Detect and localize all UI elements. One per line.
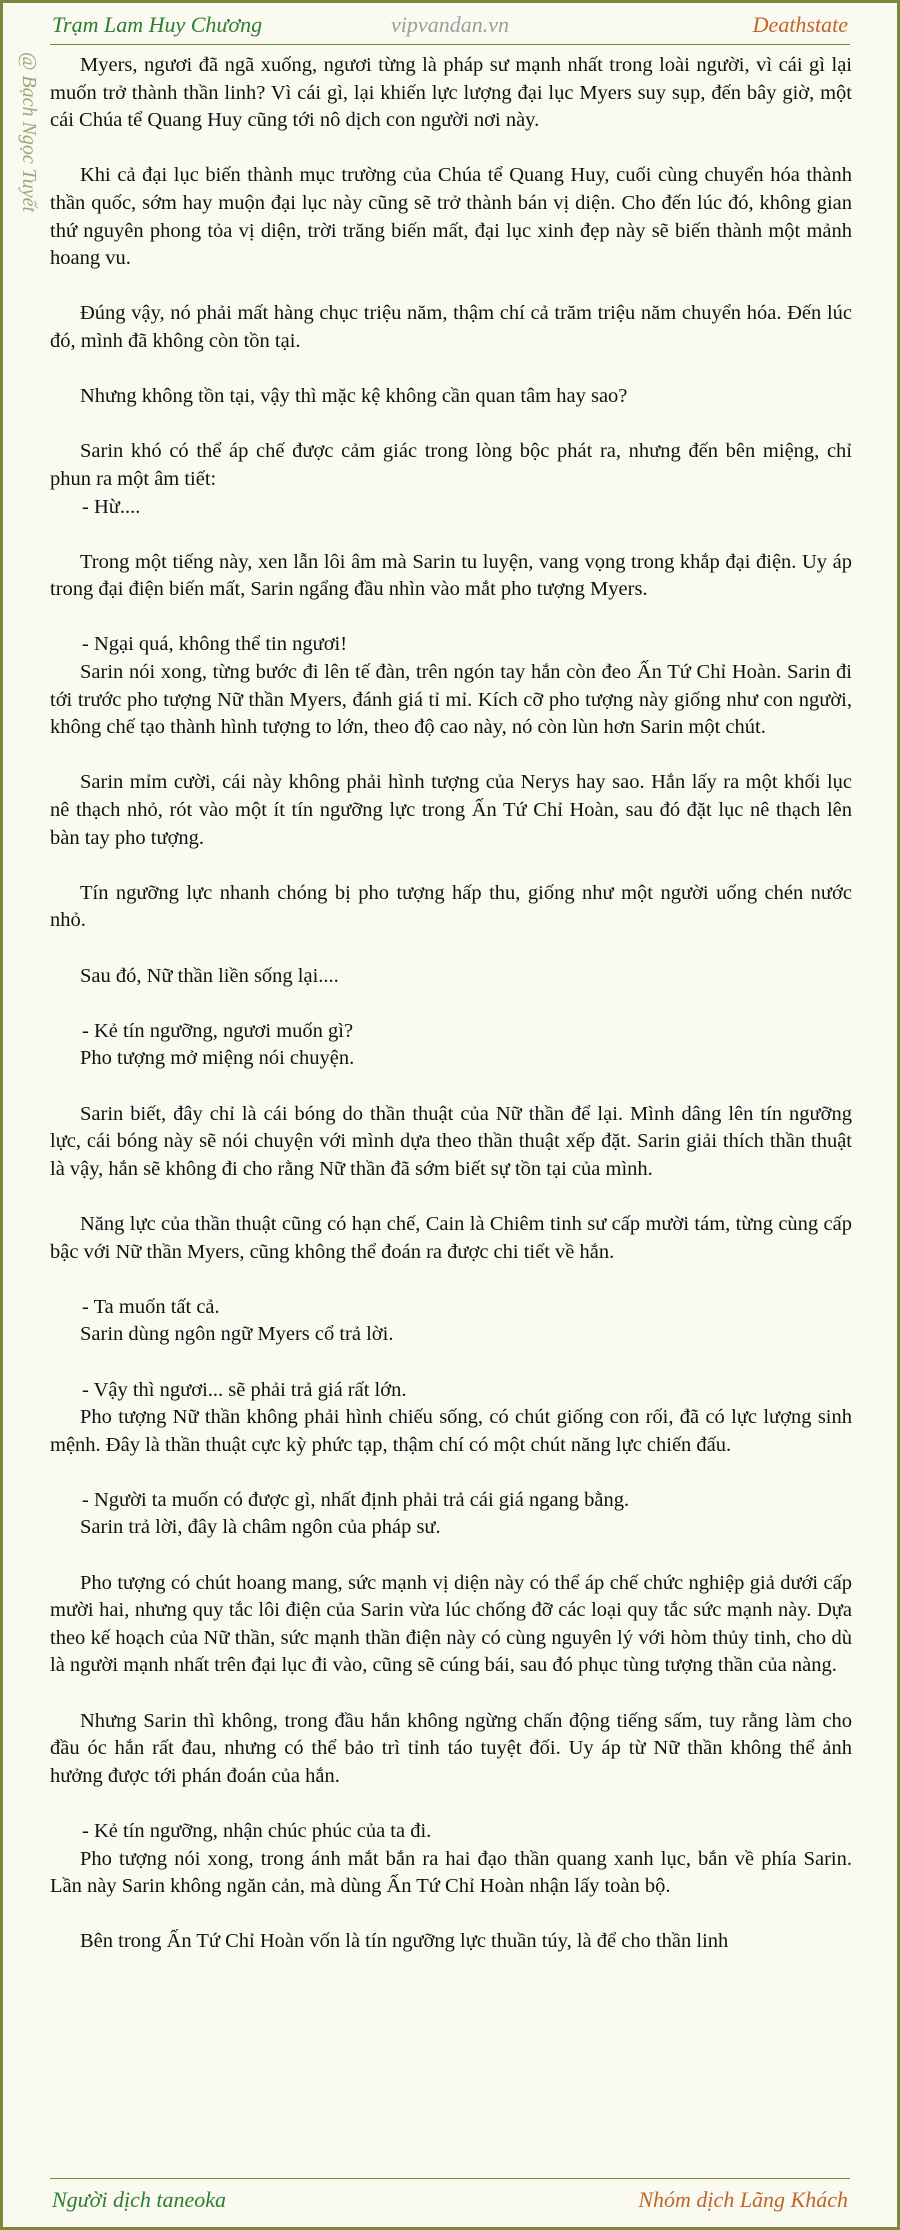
paragraph: Năng lực của thần thuật cũng có hạn chế, Cain là Chiêm tinh sư cấp mười tám, từng cùng cấp bậc với Nữ thần Myers, cũng không thể đoán ra được chi tiết về hắn. [50,1212,852,1263]
paragraph-gap [50,1183,852,1211]
dialogue-line: - Hừ.... [82,495,141,518]
paragraph-gap [50,1459,852,1487]
paragraph-gap [50,1542,852,1570]
paragraph: Sarin biết, đây chỉ là cái bóng do thần thuật của Nữ thần để lại. Mình dâng lên tín ngưỡng lực, cái bóng này sẽ nói chuyện với mình dựa theo thần thuật xếp đặt. Sarin giải thích thần thuật là vậy, hắn sẽ không đi cho rằng Nữ thần đã sớm biết sự tồn tại của mình. [50,1102,852,1180]
footer-translator: Người dịch taneoka [52,2187,227,2212]
paragraph-gap [50,1680,852,1708]
side-credit-label: @ Bạch Ngọc Tuyết [18,52,40,213]
paragraph: Tín ngưỡng lực nhanh chóng bị pho tượng hấp thu, giống như một người uống chén nước nhỏ. [50,881,852,932]
paragraph: Pho tượng nói xong, trong ánh mắt bắn ra hai đạo thần quang xanh lục, bắn về phía Sarin. Lần này Sarin không ngăn cản, mà dùng Ấn Tứ Chỉ Hoàn nhận lấy toàn bộ. [50,1847,852,1898]
paragraph: Sarin trả lời, đây là châm ngôn của pháp sư. [80,1516,441,1539]
paragraph: Khi cả đại lục biến thành mục trường của Chúa tể Quang Huy, cuối cùng chuyển hóa thành thần quốc, sớm hay muộn đại lục này cũng sẽ trở thành bán vị diện. Cho đến lúc đó, không gian thứ nguyên phong tỏa vị diện, trời trăng biến mất, đại lục xinh đẹp này sẽ biến thành một mảnh hoang vu. [50,164,852,270]
paragraph-gap [50,356,852,384]
paragraph-gap [50,935,852,963]
paragraph: Sarin nói xong, từng bước đi lên tế đàn, trên ngón tay hắn còn đeo Ấn Tứ Chỉ Hoàn. Sarin đi tới trước pho tượng Nữ thần Myers, đánh giá tỉ mỉ. Kích cỡ pho tượng này giống như con người, không chế tạo thành hình tượng to lớn, theo độ cao này, nó còn lùn hơn Sarin một chút. [50,661,852,739]
paragraph: Sarin mỉm cười, cái này không phải hình tượng của Nerys hay sao. Hắn lấy ra một khối lục nê thạch nhỏ, rót vào một ít tín ngưỡng lực trong Ấn Tứ Chỉ Hoàn, sau đó đặt lục nê thạch lên bàn tay pho tượng. [50,771,852,849]
paragraph-gap [50,1266,852,1294]
dialogue-line: - Ta muốn tất cả. [82,1295,220,1318]
paragraph-gap [50,135,852,163]
paragraph-gap [50,1901,852,1929]
paragraph: Nhưng Sarin thì không, trong đầu hắn không ngừng chấn động tiếng sấm, tuy rằng làm cho đầu óc hắn rất đau, nhưng có thể bảo trì tỉnh táo tuyệt đối. Uy áp từ Nữ thần không thể ảnh hưởng được tới phán đoán của hắn. [50,1709,852,1787]
paragraph: Nhưng không tồn tại, vậy thì mặc kệ không cần quan tâm hay sao? [80,385,628,408]
paragraph: Myers, ngươi đã ngã xuống, ngươi từng là pháp sư mạnh nhất trong loài người, vì cái gì lại muốn trở thành thần linh? Vì cái gì, lại khiến lực lượng đại lục Myers suy sụp, đến bây giờ, một cái Chúa tể Quang Huy cũng tới nô dịch con người nơi này. [50,54,852,132]
dialogue-line: - Người ta muốn có được gì, nhất định phải trả cái giá ngang bằng. [82,1488,630,1511]
paragraph: Bên trong Ấn Tứ Chỉ Hoàn vốn là tín ngưỡng lực thuần túy, là để cho thần linh [80,1930,729,1953]
paragraph: Sau đó, Nữ thần liền sống lại.... [80,964,339,987]
paragraph-gap [50,742,852,770]
paragraph-gap [50,1790,852,1818]
dialogue-line: - Vậy thì ngươi... sẽ phải trả giá rất lớn. [82,1378,407,1401]
paragraph-gap [50,411,852,439]
header-book-title: Trạm Lam Huy Chương [52,12,263,37]
paragraph: Pho tượng mở miệng nói chuyện. [80,1047,355,1070]
paragraph-gap [50,273,852,301]
paragraph: Sarin khó có thể áp chế được cảm giác trong lòng bộc phát ra, nhưng đến bên miệng, chỉ phun ra một âm tiết: [50,440,852,490]
header-author: Deathstate [752,12,848,37]
paragraph-gap [50,1349,852,1377]
dialogue-line: - Kẻ tín ngưỡng, ngươi muốn gì? [82,1019,354,1042]
paragraph-gap [50,852,852,880]
paragraph: Pho tượng Nữ thần không phải hình chiếu sống, có chút giống con rối, đã có lực lượng sinh mệnh. Đây là thần thuật cực kỳ phức tạp, thậm chí có một chút năng lực chiến đấu. [50,1406,852,1456]
paragraph-gap [50,1073,852,1101]
paragraph: Trong một tiếng này, xen lẫn lôi âm mà Sarin tu luyện, vang vọng trong khắp đại điện. Uy áp trong đại điện biến mất, Sarin ngẩng đầu nhìn vào mắt pho tượng Myers. [50,550,852,601]
page-header [50,6,850,45]
paragraph-gap [50,604,852,632]
paragraph: Sarin dùng ngôn ngữ Myers cổ trả lời. [80,1323,394,1346]
paragraph: Pho tượng có chút hoang mang, sức mạnh vị diện này có thể áp chế chức nghiệp giả dưới cấp mười hai, nhưng quy tắc lôi điện của Sarin vừa lúc chống đỡ các loại quy tắc sức mạnh này. Dựa theo kế hoạch của Nữ thần, sức mạnh thần điện này có cùng nguyên lý với hòm thủy tinh, cho dù là người mạnh nhất trên đại lục đi vào, cũng sẽ cúng bái, sau đó phục tùng tượng thần của nàng. [50,1571,852,1677]
paragraph: Đúng vậy, nó phải mất hàng chục triệu năm, thậm chí cả trăm triệu năm chuyển hóa. Đến lúc đó, mình đã không còn tồn tại. [50,302,852,352]
paragraph-gap [50,990,852,1018]
dialogue-line: - Ngại quá, không thể tin ngươi! [82,633,348,656]
chapter-text [50,52,852,1956]
page-footer [50,2178,850,2223]
footer-group: Nhóm dịch Lãng Khách [638,2187,848,2212]
header-website: vipvandan.vn [391,12,509,37]
dialogue-line: - Kẻ tín ngưỡng, nhận chúc phúc của ta đi. [82,1820,432,1842]
paragraph-gap [50,521,852,549]
